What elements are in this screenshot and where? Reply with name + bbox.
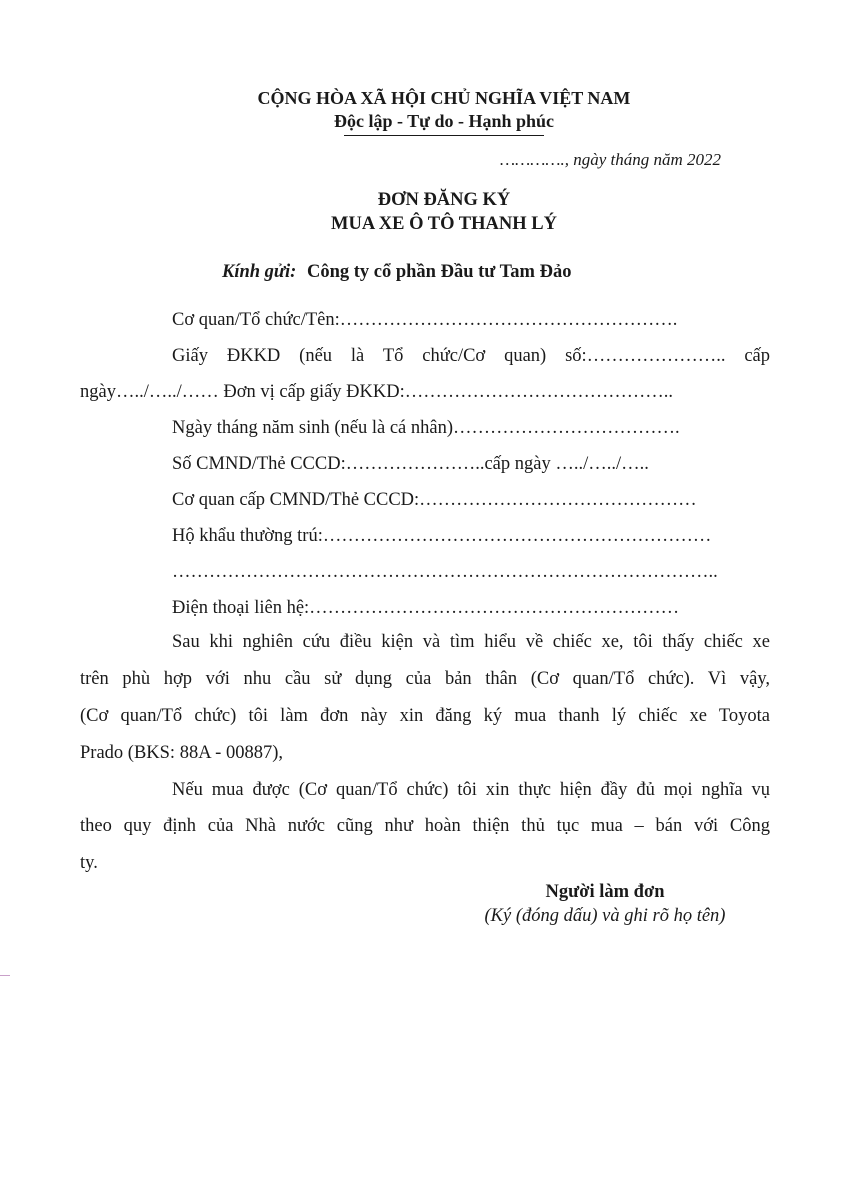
margin-mark bbox=[0, 975, 10, 976]
id-issuer-field: Cơ quan cấp CMND/Thẻ CCCD:……………………………………… bbox=[172, 490, 697, 510]
signature-note: (Ký (đóng dấu) và ghi rõ họ tên) bbox=[484, 906, 726, 926]
birth-date-field: Ngày tháng năm sinh (nếu là cá nhân)………………………………. bbox=[172, 418, 680, 438]
phone-field: Điện thoại liên hệ:…………………………………………………… bbox=[172, 598, 680, 618]
residence-continuation: …………………………………………………………………………….. bbox=[172, 562, 718, 582]
recipient-name: Công ty cổ phần Đầu tư Tam Đảo bbox=[306, 262, 572, 282]
id-number-field: Số CMND/Thẻ CCCD:…………………..cấp ngày …../…../….. bbox=[172, 454, 649, 474]
signature-title: Người làm đơn bbox=[545, 882, 665, 902]
form-title-line1: ĐƠN ĐĂNG KÝ bbox=[377, 190, 511, 210]
body-paragraph2-line3: ty. bbox=[80, 853, 98, 873]
org-name-field: Cơ quan/Tổ chức/Tên:………………………………………………. bbox=[172, 310, 678, 330]
recipient bbox=[222, 262, 571, 283]
body-paragraph2-line1: Nếu mua được (Cơ quan/Tổ chức) tôi xin thực hiện đầy đủ mọi nghĩa vụ bbox=[172, 780, 770, 800]
motto-underline bbox=[344, 135, 544, 136]
body-paragraph2-line2: theo quy định của Nhà nước cũng như hoàn thiện thủ tục mua – bán với Công bbox=[80, 816, 770, 836]
business-reg-field: Giấy ĐKKD (nếu là Tổ chức/Cơ quan) số:………………….. cấp bbox=[172, 346, 770, 366]
national-motto: Độc lập - Tự do - Hạnh phúc bbox=[333, 111, 555, 131]
business-reg-date-field: ngày…../…../…… Đơn vị cấp giấy ĐKKD:…………………………………….. bbox=[80, 382, 674, 402]
recipient-label: Kính gửi: bbox=[222, 262, 297, 282]
body-paragraph1-line2: trên phù hợp với nhu cầu sử dụng của bản thân (Cơ quan/Tổ chức). Vì vậy, bbox=[80, 669, 770, 689]
body-paragraph1-line1: Sau khi nghiên cứu điều kiện và tìm hiểu về chiếc xe, tôi thấy chiếc xe bbox=[172, 632, 770, 652]
body-paragraph1-line4: Prado (BKS: 88A - 00887), bbox=[80, 743, 283, 763]
date-line: …………., ngày tháng năm 2022 bbox=[500, 150, 722, 169]
form-title-line2: MUA XE Ô TÔ THANH LÝ bbox=[331, 214, 557, 234]
body-paragraph1-line3: (Cơ quan/Tổ chức) tôi làm đơn này xin đăng ký mua thanh lý chiếc xe Toyota bbox=[80, 706, 770, 726]
country-name: CỘNG HÒA XÃ HỘI CHỦ NGHĨA VIỆT NAM bbox=[257, 88, 631, 108]
residence-field: Hộ khẩu thường trú:……………………………………………………… bbox=[172, 526, 712, 546]
